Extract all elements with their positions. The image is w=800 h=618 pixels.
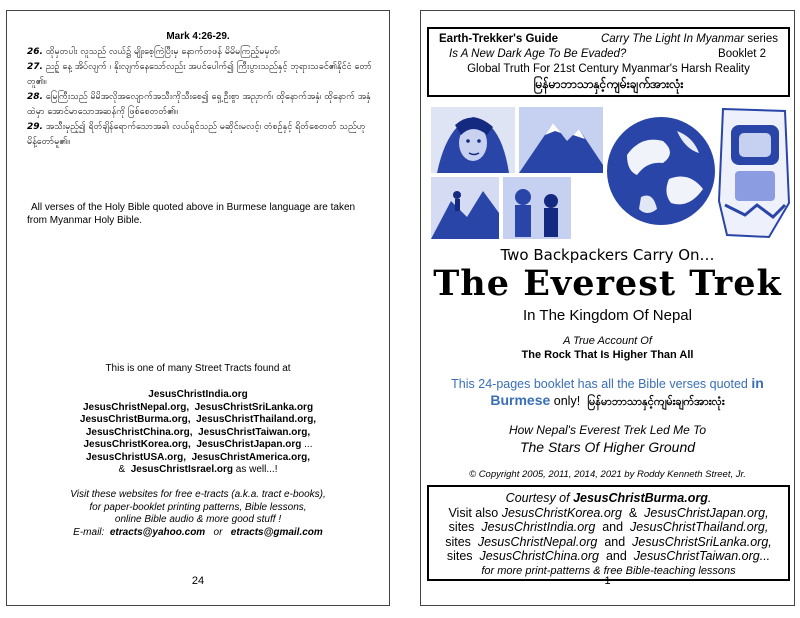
site-link[interactable]: JesusChristSriLanka.org, <box>632 534 772 549</box>
site-link[interactable]: JesusChristBurma.org, <box>79 414 191 425</box>
astronaut-image <box>719 109 789 237</box>
burmese-subtitle: မြန်မာဘာသာနှင့်ကျမ်းချက်အားလုံး <box>533 77 684 91</box>
site-link[interactable]: JesusChristChina.org, <box>85 426 193 438</box>
cover-subtitle: Two Backpackers Carry On… <box>500 246 715 264</box>
site-link[interactable]: JesusChristChina.org <box>479 549 599 563</box>
site-link[interactable]: JesusChristIndia.org <box>481 520 596 534</box>
burmese-word: Burmese <box>490 392 551 408</box>
rock-subtitle: The Rock That Is Higher Than All <box>521 349 694 361</box>
site-link[interactable]: JesusChristThailand.org, <box>630 520 769 534</box>
kingdom-subtitle: In The Kingdom Of Nepal <box>523 307 692 324</box>
burmese-verses <box>27 45 377 150</box>
email-link[interactable]: etracts@gmail.com <box>230 526 323 538</box>
how-nepal-line: How Nepal's Everest Trek Led Me To <box>508 423 707 437</box>
copyright-line: © Copyright 2005, 2011, 2014, 2021 by Roddy Kenneth Street, Jr. <box>469 469 746 480</box>
portrait-woman-image <box>431 107 515 173</box>
cover-title: The Everest Trek <box>433 263 782 304</box>
site-link[interactable]: JesusChristNepal.org <box>477 534 598 549</box>
verse-27: 27. ညဉ့် နေ့ အိပ်လျက် ၊ နိုးလျက်နေသော်လည်း အပင်ပေါက်၍ ကြီးပွားသည်နှင့် ဘုရားသခင်၏နိုင်ငံ တော်တူ၏။ <box>27 62 372 87</box>
global-truth-line: Global Truth For 21st Century Myanmar's Harsh Reality <box>467 63 750 75</box>
site-link[interactable]: JesusChristIndia.org <box>148 389 248 400</box>
site-link[interactable]: JesusChristKorea.org, <box>83 439 191 450</box>
page-number: 24 <box>191 575 205 587</box>
page-number: 1 <box>604 575 611 587</box>
right-page <box>420 10 795 606</box>
verses-source-note: All verses of the Holy Bible quoted above in Burmese language are taken from Myanmar Holy Bible. <box>27 202 356 226</box>
site-link[interactable]: JesusChristBurma.org <box>573 491 708 505</box>
site-link[interactable]: JesusChristUSA.org, <box>86 451 187 463</box>
site-link[interactable]: JesusChristThailand.org, <box>196 414 317 425</box>
site-link[interactable]: JesusChristTaiwan.org... <box>633 549 771 563</box>
trekkers-image <box>503 177 571 239</box>
site-link[interactable]: JesusChristAmerica.org, <box>191 451 310 463</box>
courtesy-box: Courtesy of JesusChristBurma.org. Visit also JesusChristKorea.org & JesusChristJapan.org, sites JesusChristIndia.org and JesusChristThailand.org, sites JesusChristNepal.org and JesusChristSriLanka.org, sites JesusChristChina.org and JesusChristTaiwan.org... for more print-patterns & free Bible-teaching lessons <box>427 485 790 581</box>
verse-26: 26. ထိုမှတပါး လူသည် လယ်၌ မျိုးစေ့ကြဲပြီးမှ နောက်တဖန် မိမိမကြည့်မမှတ်၊ <box>27 47 280 57</box>
website-list: JesusChristIndia.org JesusChristNepal.org, JesusChristSriLanka.org JesusChristBurma.org, JesusChristThailand.org, JesusChristChina.org, JesusChristTaiwan.org, JesusChristKorea.org, JesusChristJapan.org ... JesusChristUSA.org, JesusChristAmerica.org, & JesusChristIsrael.org as well...! <box>79 389 317 475</box>
cover-artwork <box>427 105 791 241</box>
booklet-number: Booklet 2 <box>718 48 766 60</box>
guide-title: Earth-Trekker's Guide <box>439 33 559 45</box>
climbers-image <box>431 177 499 239</box>
tracts-heading: This is one of many Street Tracts found at <box>105 363 291 374</box>
series-name: Carry The Light In Myanmar <box>600 33 745 45</box>
booklet-note: This 24-pages booklet has all the Bible verses quoted in Burmese only! မြန်မာဘာသာနှင့်ကျမ်းချက်အားလုံး <box>451 375 764 408</box>
stars-line: The Stars Of Higher Ground <box>519 439 696 455</box>
site-link[interactable]: JesusChristSriLanka.org <box>194 401 314 413</box>
mountain-peak-image <box>519 107 603 173</box>
site-link[interactable]: JesusChristJapan.org <box>196 439 302 450</box>
burmese-script-tag: မြန်မာဘာသာနှင့်ကျမ်းချက်အားလုံး <box>587 395 725 408</box>
site-link[interactable]: JesusChristIsrael.org <box>130 464 234 475</box>
earth-globe-image <box>607 117 715 225</box>
site-link[interactable]: JesusChristJapan.org, <box>644 505 769 520</box>
verse-28: 28. မြေကြီးသည် မိမိအလိုအလျောက်အသီးကိုသီးစေ၍ ရှေ့ဦးစွာ အညှာက်၊ ထိုနောက်အနှံ၊ ထိုနောက် အနှံထဲမှာ အောင်မာသောအဆန်ကို ဖြစ်စေတတ်၏။ <box>27 92 371 117</box>
site-link[interactable]: JesusChristNepal.org, <box>82 401 190 413</box>
visit-note: Visit these websites for free e-tracts (a.k.a. tract e-books), for paper-booklet printing patterns, Bible lessons, online Bible audio & more good stuff ! E-mail: etracts@yahoo.com or etracts@gmail.com <box>70 489 326 538</box>
series-question: Is A New Dark Age To Be Evaded? <box>449 48 627 60</box>
scripture-reference: Mark 4:26-29. <box>166 31 230 42</box>
left-page <box>6 10 390 606</box>
email-link[interactable]: etracts@yahoo.com <box>109 526 206 538</box>
series-header-box: Earth-Trekker's Guide Carry The Light In Myanmar series Is A New Dark Age To Be Evaded? Booklet 2 Global Truth For 21st Century Myanmar's Harsh Reality မြန်မာဘာသာနှင့်ကျမ်းချက်အားလုံး <box>427 27 790 97</box>
site-link[interactable]: JesusChristTaiwan.org, <box>198 426 311 438</box>
true-account-label: A True Account Of <box>563 335 652 347</box>
verse-29: 29. အသီးမှည့်၍ ရိတ်ချိန်ရောက်သောအခါ၊ လယ်ရှင်သည် မဆိုင်းမလင့်၊ တံစဉ်နှင့် ရိတ်စေတတ် သည်ဟု မိန့်တော်မူ၏။ <box>27 122 366 147</box>
site-link[interactable]: JesusChristKorea.org <box>501 505 622 520</box>
